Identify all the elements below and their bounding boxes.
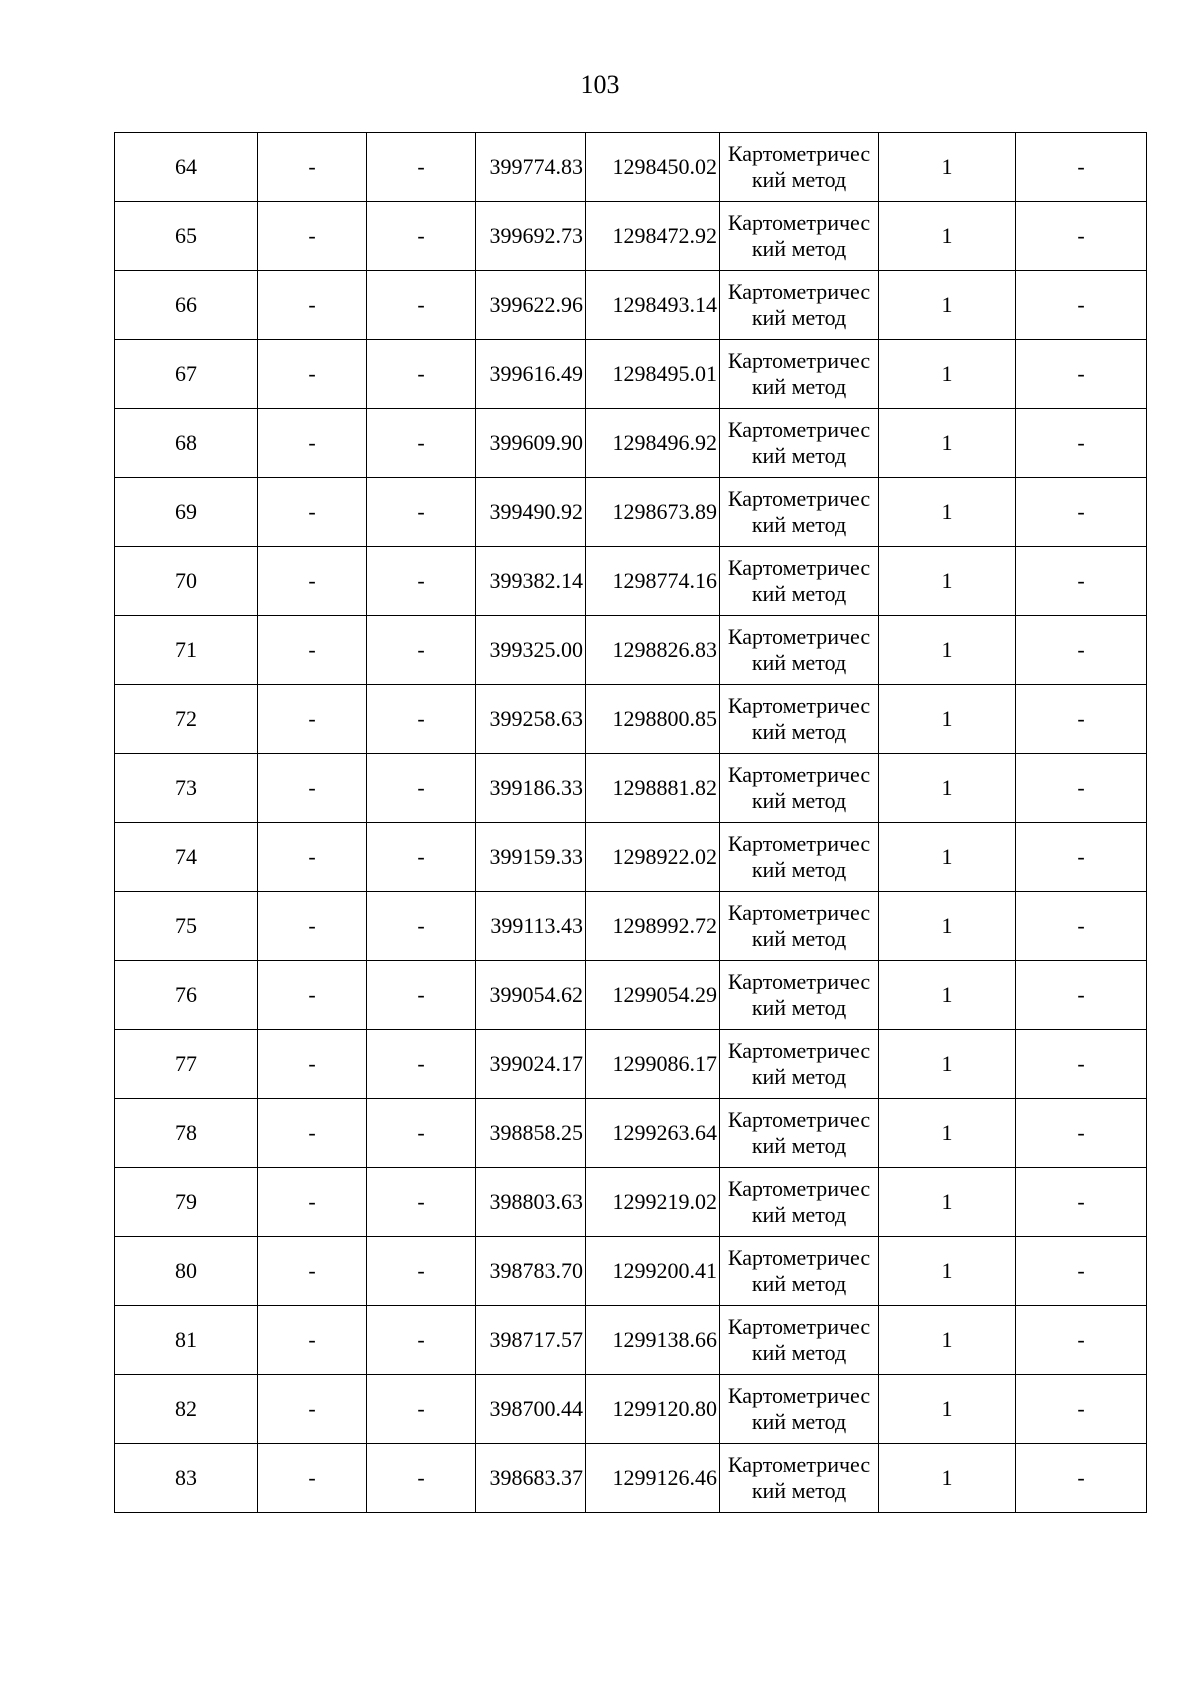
method-line-1: Картометричес <box>727 1452 871 1477</box>
y-coordinate-cell: 1299263.64 <box>586 1099 720 1168</box>
method-line-1: Картометричес <box>727 1176 871 1201</box>
empty-dash-cell: - <box>258 340 367 409</box>
accuracy-cell: 1 <box>879 202 1016 271</box>
last-dash-cell: - <box>1016 685 1147 754</box>
last-dash-cell: - <box>1016 823 1147 892</box>
empty-dash-cell: - <box>367 340 476 409</box>
x-coordinate-cell: 399616.49 <box>476 340 586 409</box>
x-coordinate-cell: 399258.63 <box>476 685 586 754</box>
x-coordinate-cell: 399325.00 <box>476 616 586 685</box>
table-row <box>115 1375 1147 1444</box>
empty-dash-cell: - <box>258 1099 367 1168</box>
method-line-2: кий метод <box>751 167 847 192</box>
last-dash-cell: - <box>1016 340 1147 409</box>
y-coordinate-cell: 1299120.80 <box>586 1375 720 1444</box>
y-coordinate-cell: 1298992.72 <box>586 892 720 961</box>
point-number-cell: 73 <box>115 754 258 823</box>
accuracy-cell: 1 <box>879 892 1016 961</box>
table-row <box>115 1030 1147 1099</box>
method-cell <box>720 1375 879 1444</box>
x-coordinate-cell: 399113.43 <box>476 892 586 961</box>
empty-dash-cell: - <box>258 961 367 1030</box>
empty-dash-cell: - <box>367 1306 476 1375</box>
empty-dash-cell: - <box>258 1237 367 1306</box>
point-number-cell: 75 <box>115 892 258 961</box>
method-line-1: Картометричес <box>727 900 871 925</box>
point-number-cell: 64 <box>115 133 258 202</box>
point-number-cell: 71 <box>115 616 258 685</box>
table-row <box>115 892 1147 961</box>
y-coordinate-cell: 1298774.16 <box>586 547 720 616</box>
method-cell <box>720 892 879 961</box>
last-dash-cell: - <box>1016 1375 1147 1444</box>
point-number-cell: 69 <box>115 478 258 547</box>
method-line-2: кий метод <box>751 581 847 606</box>
method-line-2: кий метод <box>751 926 847 951</box>
y-coordinate-cell: 1298493.14 <box>586 271 720 340</box>
empty-dash-cell: - <box>258 547 367 616</box>
empty-dash-cell: - <box>367 616 476 685</box>
method-line-1: Картометричес <box>727 762 871 787</box>
method-line-2: кий метод <box>751 995 847 1020</box>
empty-dash-cell: - <box>258 478 367 547</box>
y-coordinate-cell: 1298496.92 <box>586 409 720 478</box>
method-cell <box>720 1099 879 1168</box>
method-cell <box>720 823 879 892</box>
method-line-1: Картометричес <box>727 1107 871 1132</box>
last-dash-cell: - <box>1016 1099 1147 1168</box>
method-cell <box>720 685 879 754</box>
x-coordinate-cell: 399622.96 <box>476 271 586 340</box>
method-cell <box>720 340 879 409</box>
y-coordinate-cell: 1298495.01 <box>586 340 720 409</box>
x-coordinate-cell: 399692.73 <box>476 202 586 271</box>
table-row <box>115 133 1147 202</box>
empty-dash-cell: - <box>367 547 476 616</box>
method-line-2: кий метод <box>751 305 847 330</box>
table-row <box>115 1168 1147 1237</box>
accuracy-cell: 1 <box>879 1237 1016 1306</box>
method-line-2: кий метод <box>751 719 847 744</box>
accuracy-cell: 1 <box>879 1375 1016 1444</box>
method-line-1: Картометричес <box>727 969 871 994</box>
last-dash-cell: - <box>1016 1306 1147 1375</box>
point-number-cell: 67 <box>115 340 258 409</box>
page-number: 103 <box>580 70 620 99</box>
accuracy-cell: 1 <box>879 823 1016 892</box>
empty-dash-cell: - <box>367 823 476 892</box>
method-line-1: Картометричес <box>727 1245 871 1270</box>
table-row <box>115 961 1147 1030</box>
point-number-cell: 72 <box>115 685 258 754</box>
method-line-2: кий метод <box>751 1478 847 1503</box>
method-cell <box>720 961 879 1030</box>
table-row <box>115 1099 1147 1168</box>
empty-dash-cell: - <box>367 133 476 202</box>
y-coordinate-cell: 1299138.66 <box>586 1306 720 1375</box>
accuracy-cell: 1 <box>879 478 1016 547</box>
point-number-cell: 68 <box>115 409 258 478</box>
table-row <box>115 754 1147 823</box>
accuracy-cell: 1 <box>879 685 1016 754</box>
empty-dash-cell: - <box>258 271 367 340</box>
empty-dash-cell: - <box>258 685 367 754</box>
method-cell <box>720 547 879 616</box>
method-line-2: кий метод <box>751 1340 847 1365</box>
point-number-cell: 65 <box>115 202 258 271</box>
last-dash-cell: - <box>1016 1168 1147 1237</box>
x-coordinate-cell: 398683.37 <box>476 1444 586 1513</box>
empty-dash-cell: - <box>367 1168 476 1237</box>
accuracy-cell: 1 <box>879 1030 1016 1099</box>
y-coordinate-cell: 1298673.89 <box>586 478 720 547</box>
method-line-2: кий метод <box>751 788 847 813</box>
method-cell <box>720 133 879 202</box>
point-number-cell: 74 <box>115 823 258 892</box>
empty-dash-cell: - <box>367 1444 476 1513</box>
table-row <box>115 409 1147 478</box>
method-line-2: кий метод <box>751 374 847 399</box>
method-line-2: кий метод <box>751 512 847 537</box>
method-line-1: Картометричес <box>727 417 871 442</box>
point-number-cell: 76 <box>115 961 258 1030</box>
coordinates-table <box>114 132 1147 1513</box>
method-line-1: Картометричес <box>727 555 871 580</box>
accuracy-cell: 1 <box>879 1099 1016 1168</box>
method-cell <box>720 616 879 685</box>
method-line-1: Картометричес <box>727 210 871 235</box>
empty-dash-cell: - <box>258 409 367 478</box>
last-dash-cell: - <box>1016 961 1147 1030</box>
y-coordinate-cell: 1298922.02 <box>586 823 720 892</box>
y-coordinate-cell: 1299200.41 <box>586 1237 720 1306</box>
empty-dash-cell: - <box>367 409 476 478</box>
x-coordinate-cell: 398700.44 <box>476 1375 586 1444</box>
y-coordinate-cell: 1299086.17 <box>586 1030 720 1099</box>
last-dash-cell: - <box>1016 1237 1147 1306</box>
accuracy-cell: 1 <box>879 340 1016 409</box>
last-dash-cell: - <box>1016 754 1147 823</box>
method-cell <box>720 1237 879 1306</box>
accuracy-cell: 1 <box>879 616 1016 685</box>
empty-dash-cell: - <box>367 202 476 271</box>
accuracy-cell: 1 <box>879 961 1016 1030</box>
empty-dash-cell: - <box>258 754 367 823</box>
method-cell <box>720 1444 879 1513</box>
empty-dash-cell: - <box>367 892 476 961</box>
last-dash-cell: - <box>1016 133 1147 202</box>
point-number-cell: 80 <box>115 1237 258 1306</box>
empty-dash-cell: - <box>367 1030 476 1099</box>
method-line-1: Картометричес <box>727 693 871 718</box>
last-dash-cell: - <box>1016 271 1147 340</box>
method-line-1: Картометричес <box>727 1314 871 1339</box>
y-coordinate-cell: 1298826.83 <box>586 616 720 685</box>
y-coordinate-cell: 1299219.02 <box>586 1168 720 1237</box>
method-line-1: Картометричес <box>727 141 871 166</box>
y-coordinate-cell: 1298472.92 <box>586 202 720 271</box>
method-cell <box>720 1168 879 1237</box>
table-row <box>115 202 1147 271</box>
empty-dash-cell: - <box>258 823 367 892</box>
method-line-1: Картометричес <box>727 624 871 649</box>
accuracy-cell: 1 <box>879 754 1016 823</box>
table-row <box>115 1306 1147 1375</box>
empty-dash-cell: - <box>367 754 476 823</box>
empty-dash-cell: - <box>367 685 476 754</box>
method-line-1: Картометричес <box>727 1038 871 1063</box>
x-coordinate-cell: 399382.14 <box>476 547 586 616</box>
method-cell <box>720 271 879 340</box>
table-row <box>115 1237 1147 1306</box>
empty-dash-cell: - <box>367 271 476 340</box>
empty-dash-cell: - <box>367 961 476 1030</box>
accuracy-cell: 1 <box>879 1168 1016 1237</box>
x-coordinate-cell: 399490.92 <box>476 478 586 547</box>
point-number-cell: 78 <box>115 1099 258 1168</box>
point-number-cell: 79 <box>115 1168 258 1237</box>
table-row <box>115 271 1147 340</box>
table-body <box>115 133 1147 1513</box>
method-line-2: кий метод <box>751 857 847 882</box>
last-dash-cell: - <box>1016 547 1147 616</box>
table-row <box>115 616 1147 685</box>
method-line-2: кий метод <box>751 1133 847 1158</box>
last-dash-cell: - <box>1016 616 1147 685</box>
x-coordinate-cell: 399186.33 <box>476 754 586 823</box>
x-coordinate-cell: 399024.17 <box>476 1030 586 1099</box>
method-cell <box>720 409 879 478</box>
accuracy-cell: 1 <box>879 547 1016 616</box>
x-coordinate-cell: 398858.25 <box>476 1099 586 1168</box>
method-line-1: Картометричес <box>727 486 871 511</box>
last-dash-cell: - <box>1016 409 1147 478</box>
empty-dash-cell: - <box>258 1168 367 1237</box>
empty-dash-cell: - <box>258 202 367 271</box>
last-dash-cell: - <box>1016 202 1147 271</box>
point-number-cell: 81 <box>115 1306 258 1375</box>
empty-dash-cell: - <box>367 478 476 547</box>
last-dash-cell: - <box>1016 892 1147 961</box>
table-row <box>115 478 1147 547</box>
table-row <box>115 547 1147 616</box>
empty-dash-cell: - <box>258 1030 367 1099</box>
method-line-2: кий метод <box>751 443 847 468</box>
method-line-1: Картометричес <box>727 1383 871 1408</box>
empty-dash-cell: - <box>367 1237 476 1306</box>
y-coordinate-cell: 1298450.02 <box>586 133 720 202</box>
method-cell <box>720 1306 879 1375</box>
table-row <box>115 340 1147 409</box>
x-coordinate-cell: 399609.90 <box>476 409 586 478</box>
method-cell <box>720 1030 879 1099</box>
method-line-2: кий метод <box>751 1064 847 1089</box>
x-coordinate-cell: 399774.83 <box>476 133 586 202</box>
table-row <box>115 1444 1147 1513</box>
x-coordinate-cell: 399054.62 <box>476 961 586 1030</box>
empty-dash-cell: - <box>258 133 367 202</box>
empty-dash-cell: - <box>258 616 367 685</box>
method-line-2: кий метод <box>751 1202 847 1227</box>
last-dash-cell: - <box>1016 1444 1147 1513</box>
accuracy-cell: 1 <box>879 133 1016 202</box>
method-cell <box>720 478 879 547</box>
empty-dash-cell: - <box>367 1375 476 1444</box>
method-line-2: кий метод <box>751 1409 847 1434</box>
accuracy-cell: 1 <box>879 1444 1016 1513</box>
point-number-cell: 83 <box>115 1444 258 1513</box>
empty-dash-cell: - <box>258 1444 367 1513</box>
x-coordinate-cell: 398717.57 <box>476 1306 586 1375</box>
y-coordinate-cell: 1298800.85 <box>586 685 720 754</box>
method-cell <box>720 754 879 823</box>
table-row <box>115 823 1147 892</box>
last-dash-cell: - <box>1016 478 1147 547</box>
point-number-cell: 77 <box>115 1030 258 1099</box>
method-line-1: Картометричес <box>727 279 871 304</box>
point-number-cell: 82 <box>115 1375 258 1444</box>
y-coordinate-cell: 1299126.46 <box>586 1444 720 1513</box>
point-number-cell: 66 <box>115 271 258 340</box>
method-line-2: кий метод <box>751 236 847 261</box>
method-line-1: Картометричес <box>727 348 871 373</box>
last-dash-cell: - <box>1016 1030 1147 1099</box>
empty-dash-cell: - <box>258 1306 367 1375</box>
accuracy-cell: 1 <box>879 271 1016 340</box>
table-row <box>115 685 1147 754</box>
x-coordinate-cell: 398783.70 <box>476 1237 586 1306</box>
y-coordinate-cell: 1298881.82 <box>586 754 720 823</box>
method-line-1: Картометричес <box>727 831 871 856</box>
method-line-2: кий метод <box>751 650 847 675</box>
method-cell <box>720 202 879 271</box>
empty-dash-cell: - <box>258 892 367 961</box>
x-coordinate-cell: 399159.33 <box>476 823 586 892</box>
y-coordinate-cell: 1299054.29 <box>586 961 720 1030</box>
empty-dash-cell: - <box>367 1099 476 1168</box>
point-number-cell: 70 <box>115 547 258 616</box>
accuracy-cell: 1 <box>879 1306 1016 1375</box>
x-coordinate-cell: 398803.63 <box>476 1168 586 1237</box>
method-line-2: кий метод <box>751 1271 847 1296</box>
empty-dash-cell: - <box>258 1375 367 1444</box>
accuracy-cell: 1 <box>879 409 1016 478</box>
